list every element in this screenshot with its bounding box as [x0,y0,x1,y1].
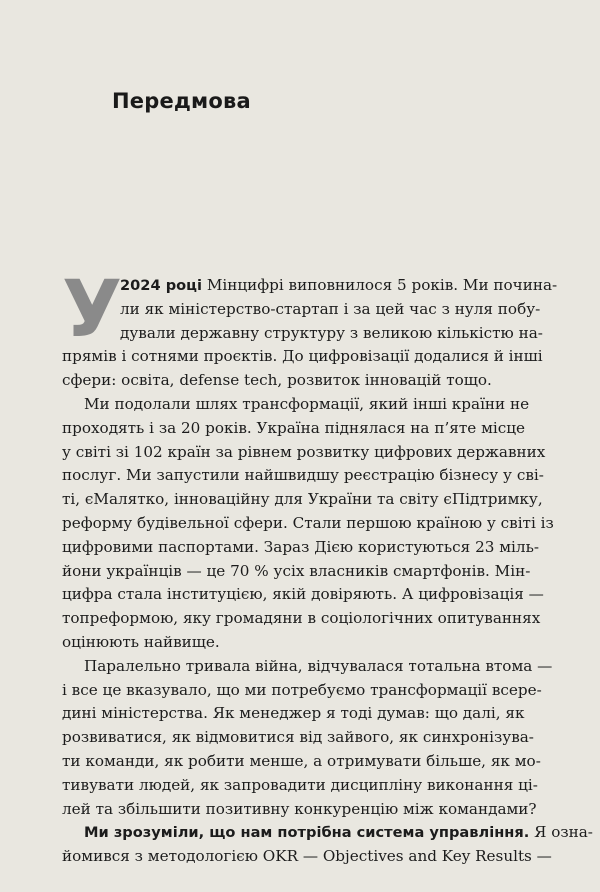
text-line: ли як міністерство-стартап і за цей час з нуля побу- [120,299,541,318]
text-line: Ми подолали шлях трансформації, який інші країни не [84,394,530,413]
text-line: йони українців — це 70 % усіх власників смартфонів. Мін- [62,561,531,580]
text-line: йомився з методологією OKR — Objectives and Key Results — [62,847,552,866]
text-line: дували державну структуру з великою кількістю на- [120,323,543,342]
text-line: розвиватися, як відмовитися від зайвого, як синхронізува- [62,728,534,747]
body-text [62,265,593,869]
text-line: Паралельно тривала війна, відчувалася тотальна втома — [84,656,553,675]
text-line: послуг. Ми запустили найшвидшу реєстрацію бізнесу у сві- [62,466,544,485]
text-line: топреформою, яку громадяни в соціологічних опитуваннях [62,609,541,628]
text-line: оцінюють найвище. [62,632,220,651]
text-line: Ми зрозуміли, що нам потрібна система управління. Я озна- [84,823,593,842]
text-line: лей та збільшити позитивну конкуренцію між командами? [62,799,537,818]
text-line: ті, єМалятко, інноваційну для України та світу єПідтримку, [62,490,543,509]
text-line: цифровими паспортами. Зараз Дією користуються 23 міль- [62,537,539,556]
text-line: ти команди, як робити менше, а отримувати більше, як мо- [62,751,541,770]
text-line: прямів і сотнями проєктів. До цифровізації додалися й інші [62,347,543,366]
drop-cap: У [62,265,123,355]
text-line: і все це вказувало, що ми потребуємо трансформації всере- [62,680,542,699]
text-line: цифра стала інституцією, якій довіряють. А цифровізація — [62,585,544,604]
text-line: 2024 році Мінцифрі виповнилося 5 років. Ми почина- [120,276,558,294]
text-line: сфери: освіта, defense tech, розвиток інновацій тощо. [62,371,492,390]
text-line: проходять і за 20 років. Україна піднялася на п’яте місце [62,418,525,437]
text-line: тивувати людей, як запровадити дисципліну виконання ці- [62,775,538,794]
text-line: реформу будівельної сфери. Стали першою країною у світі із [62,513,554,532]
text-line: у світі зі 102 країн за рівнем розвитку цифрових державних [62,442,546,461]
chapter-title: Передмова [112,89,251,113]
text-line: дині міністерства. Як менеджер я тоді думав: що далі, як [62,704,525,723]
